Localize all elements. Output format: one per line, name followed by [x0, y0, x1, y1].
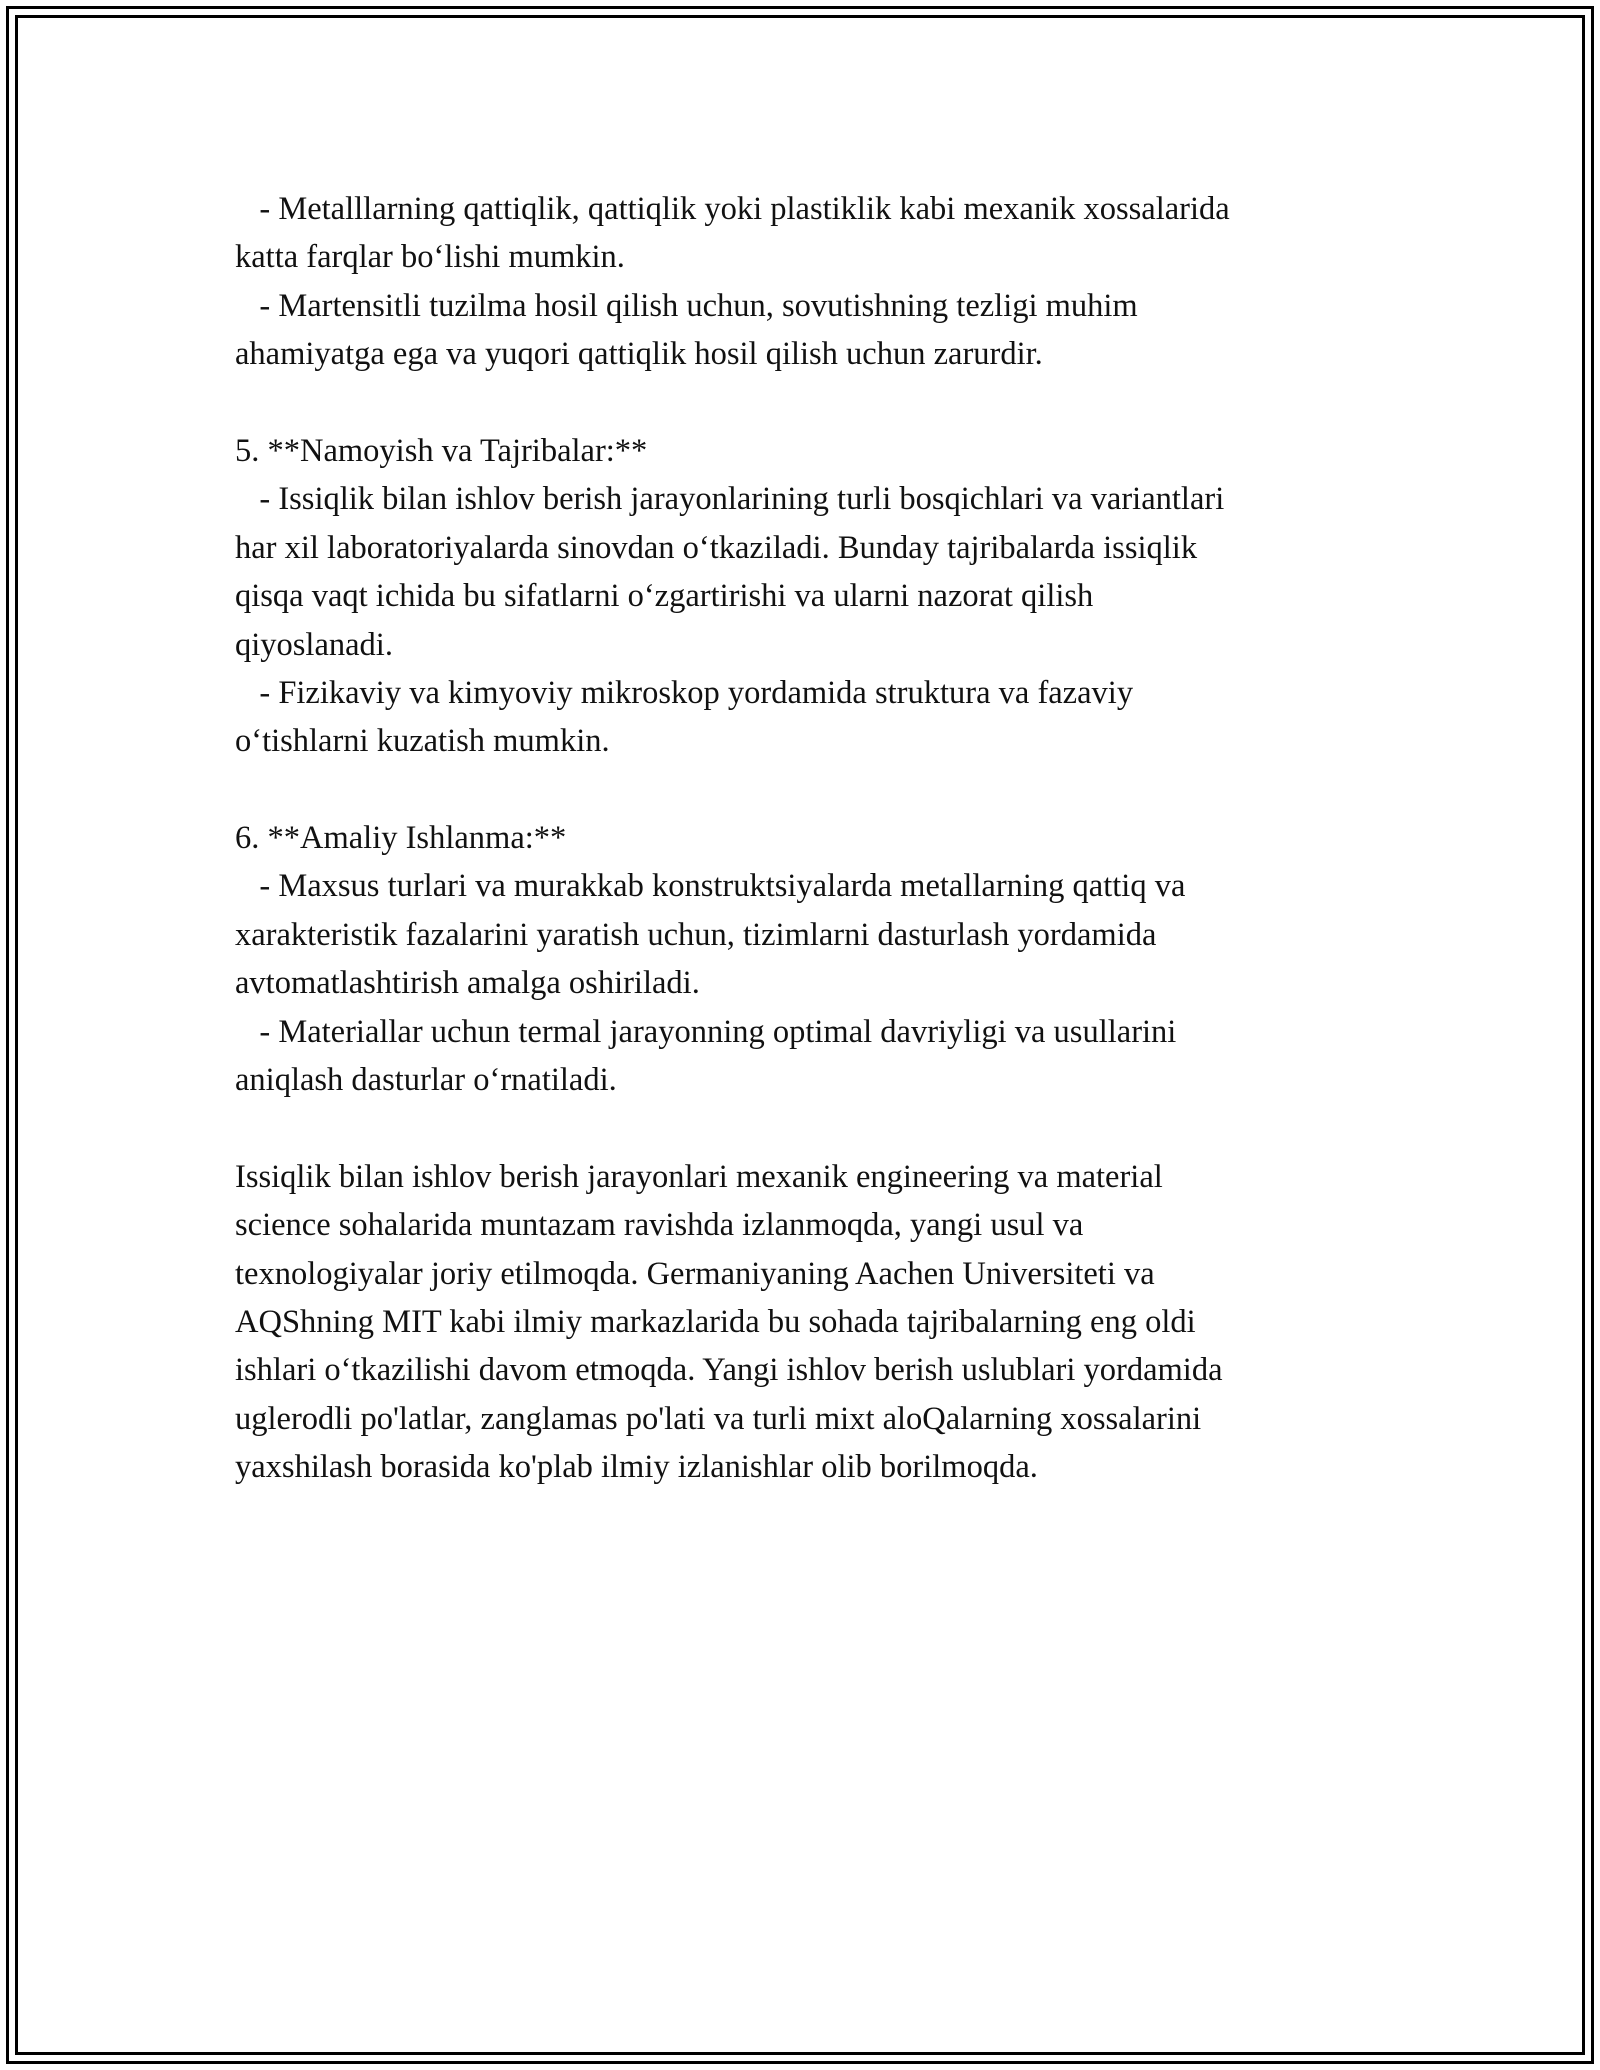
text-line: har xil laboratoriyalarda sinovdan o‘tkaziladi. Bunday tajribalarda issiqlik: [235, 529, 1198, 566]
text-line: ahamiyatga ega va yuqori qattiqlik hosil qilish uchun zarurdir.: [235, 336, 1043, 373]
section-heading-5: 5. **Namoyish va Tajribalar:**: [235, 432, 648, 469]
closing-paragraph-line: science sohalarida muntazam ravishda izlanmoqda, yangi usul va: [235, 1207, 1084, 1244]
text-line: - Maxsus turlari va murakkab konstruktsiyalarda metallarning qattiq va: [235, 868, 1186, 905]
text-line: qisqa vaqt ichida bu sifatlarni o‘zgartirishi va ularni nazorat qilish: [235, 578, 1094, 615]
text-line: - Issiqlik bilan ishlov berish jarayonlarining turli bosqichlari va variantlari: [235, 481, 1225, 518]
closing-paragraph-line: ishlari o‘tkazilishi davom etmoqda. Yangi ishlov berish uslublari yordamida: [235, 1352, 1223, 1389]
blank-line: [235, 766, 1365, 814]
text-line: qiyoslanadi.: [235, 626, 393, 663]
section-heading-6: 6. **Amaliy Ishlanma:**: [235, 820, 567, 857]
document-body: [235, 185, 1365, 1492]
text-line: - Martensitli tuzilma hosil qilish uchun, sovutishning tezligi muhim: [235, 287, 1138, 324]
text-line: xarakteristik fazalarini yaratish uchun, tizimlarni dasturlash yordamida: [235, 916, 1157, 953]
text-line: avtomatlashtirish amalga oshiriladi.: [235, 965, 700, 1002]
closing-paragraph-line: texnologiyalar joriy etilmoqda. Germaniyaning Aachen Universiteti va: [235, 1255, 1155, 1292]
text-line: katta farqlar bo‘lishi mumkin.: [235, 239, 625, 276]
closing-paragraph-line: uglerodli po'latlar, zanglamas po'lati va turli mixt aloQalarning xossalarini: [235, 1400, 1202, 1437]
text-line: aniqlash dasturlar o‘rnatiladi.: [235, 1062, 617, 1099]
text-line: o‘tishlarni kuzatish mumkin.: [235, 723, 610, 760]
blank-line: [235, 379, 1365, 427]
text-line: - Fizikaviy va kimyoviy mikroskop yordamida struktura va fazaviy: [235, 674, 1134, 711]
closing-paragraph-line: yaxshilash borasida ko'plab ilmiy izlanishlar olib borilmoqda.: [235, 1449, 1038, 1486]
text-line: - Materiallar uchun termal jarayonning optimal davriyligi va usullarini: [235, 1013, 1177, 1050]
text-line: - Metalllarning qattiqlik, qattiqlik yoki plastiklik kabi mexanik xossalarida: [235, 191, 1230, 227]
closing-paragraph-line: Issiqlik bilan ishlov berish jarayonlari mexanik engineering va material: [235, 1158, 1163, 1195]
closing-paragraph-line: AQShning MIT kabi ilmiy markazlarida bu sohada tajribalarning eng oldi: [235, 1303, 1196, 1340]
blank-line: [235, 1104, 1365, 1152]
